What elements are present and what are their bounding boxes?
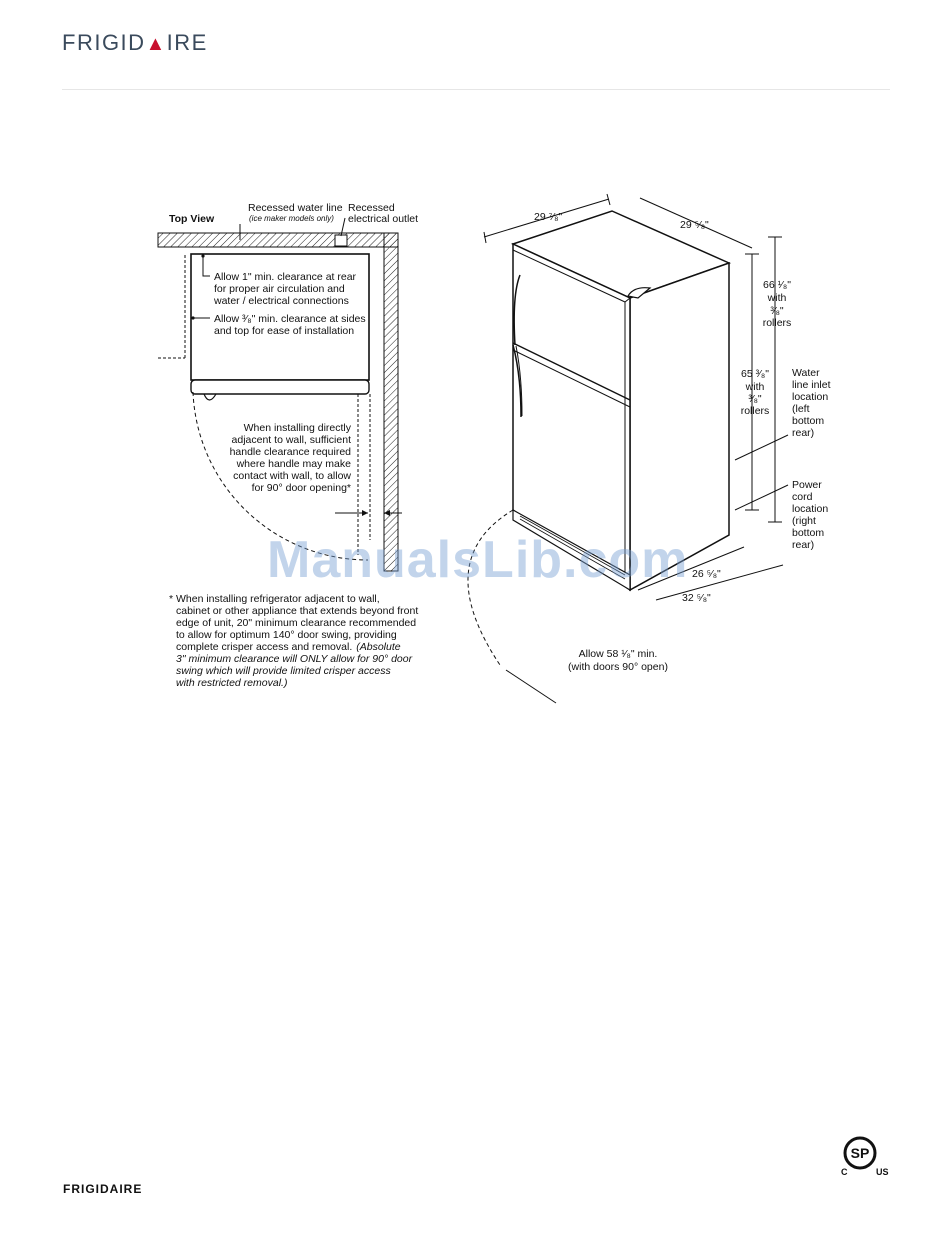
water-location-2: line inlet — [792, 379, 831, 391]
wall-note-1: When installing directly — [243, 422, 351, 434]
side-clearance-1: Allow ³⁄₈" min. clearance at sides — [214, 313, 366, 325]
electrical-outlet — [335, 235, 347, 246]
rear-clearance-2: for proper air circulation and — [214, 283, 345, 295]
fridge-door-top — [191, 380, 369, 394]
height-2-line-4: rollers — [740, 405, 770, 417]
rear-clearance-1: Allow 1" min. clearance at rear — [214, 271, 357, 283]
csa-mark-text: SP — [850, 1145, 870, 1161]
swing-clearance-2: (with doors 90° open) — [568, 661, 668, 673]
csa-certification-mark — [838, 1135, 890, 1183]
wall-note-4: where handle may make — [236, 458, 351, 470]
width-dimension: 29 ⁷⁄₈" — [534, 211, 563, 223]
depth-dimension: 29 ⁵⁄₈" — [680, 219, 709, 231]
footnote-line-5-plain: complete crisper access and removal. — [176, 641, 353, 653]
logo-triangle-icon: ▲ — [145, 33, 167, 55]
outlet-label-2: electrical outlet — [348, 213, 419, 225]
wall-note-6: for 90° door opening* — [251, 482, 351, 494]
refrigerator-drawing — [468, 194, 788, 703]
height-2-line-3: ³⁄₈" — [748, 393, 762, 405]
footnote-line-8: with restricted removal.) — [176, 677, 288, 689]
footnote-line-1: * When installing refrigerator adjacent to wall, — [169, 593, 380, 605]
footnote-line-3: edge of unit, 20" minimum clearance recommended — [176, 617, 417, 629]
power-location-6: rear) — [792, 539, 815, 551]
wall-note-5: contact with wall, to allow — [233, 470, 351, 482]
height-1-line-1: 66 ¹⁄₈" — [763, 279, 791, 291]
doors-depth-dimension: 32 ⁵⁄₈" — [682, 592, 711, 604]
height-2-line-1: 65 ³⁄₈" — [741, 368, 769, 380]
power-location-5: bottom — [792, 527, 825, 539]
csa-c: C — [841, 1167, 848, 1177]
power-location-2: cord — [792, 491, 813, 503]
side-wall — [384, 233, 398, 571]
power-location-3: location — [792, 503, 829, 515]
footnote — [169, 593, 418, 689]
wall-note-2: adjacent to wall, sufficient — [231, 434, 351, 446]
top-view-title: Top View — [169, 213, 215, 225]
height-1-line-3: ³⁄₈" — [770, 305, 784, 317]
water-location-3: location — [792, 391, 829, 403]
rear-wall — [158, 233, 398, 247]
power-location-4: (right — [792, 515, 816, 527]
water-location-6: rear) — [792, 427, 815, 439]
height-1-line-4: rollers — [762, 317, 792, 329]
hinge — [204, 394, 216, 400]
water-location-4: (left — [792, 403, 810, 415]
height-1-line-2: with — [767, 292, 787, 304]
base-depth-dimension: 26 ⁵⁄₈" — [692, 568, 721, 580]
rear-clearance-3: water / electrical connections — [214, 295, 349, 307]
water-line-note: (ice maker models only) — [249, 214, 334, 223]
footnote-line-5-italic: (Absolute — [356, 641, 401, 653]
power-location-1: Power — [792, 479, 822, 491]
water-location-5: bottom — [792, 415, 825, 427]
csa-us: US — [876, 1167, 889, 1177]
footer-logo: FRIGIDAIRE — [63, 1182, 143, 1196]
watermark-text: ManualsLib.com — [267, 531, 689, 589]
footnote-line-5 — [176, 641, 401, 653]
footnote-line-6: 3" minimum clearance will ONLY allow for 90° door — [176, 653, 413, 665]
outlet-label-1: Recessed — [348, 202, 395, 214]
water-location-1: Water — [792, 367, 820, 379]
height-2-line-2: with — [745, 381, 765, 393]
swing-clearance-1: Allow 58 ¹⁄₈" min. — [578, 648, 658, 660]
csa-seal-icon — [842, 1135, 882, 1171]
logo-text-start: FRIGID — [62, 30, 146, 55]
side-clearance-2: and top for ease of installation — [214, 325, 355, 337]
water-line-label: Recessed water line — [248, 202, 343, 214]
footnote-line-7: swing which will provide limited crisper access — [176, 665, 391, 677]
wall-note-3: handle clearance required — [229, 446, 351, 458]
footnote-line-2: cabinet or other appliance that extends beyond front — [176, 605, 419, 617]
footnote-line-4: to allow for optimum 140° door swing, providing — [176, 629, 397, 641]
logo-text-end: IRE — [166, 30, 208, 55]
